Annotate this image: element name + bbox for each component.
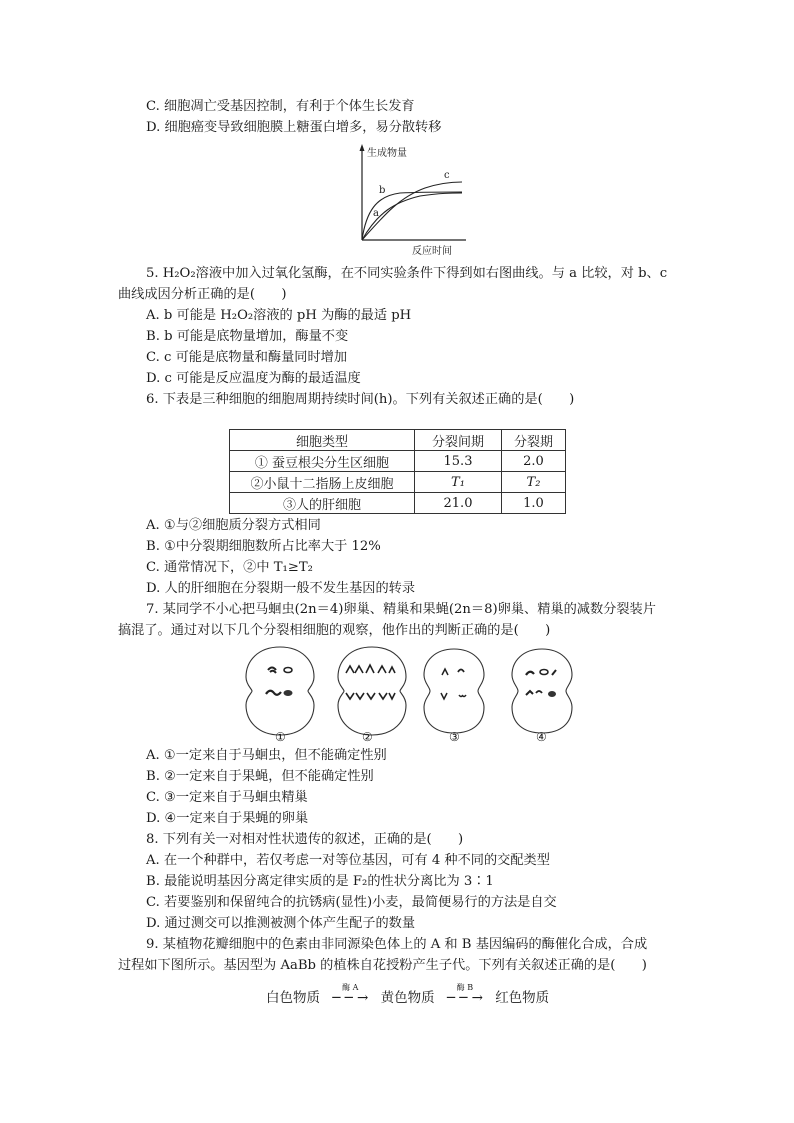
q5-option-c: C. c 可能是底物量和酶量同时增加 [146,350,348,365]
table-cell: ① 蚕豆根尖分生区细胞 [230,451,415,472]
cell-2-label: ② [362,730,373,744]
cell-4-label: ④ [536,730,547,744]
table-header-row [230,430,566,451]
q9-stem-line2: 过程如下图所示。基因型为 AaBb 的植株自花授粉产生子代。下列有关叙述正确的是( ) [118,958,647,973]
q9-stem-line1: 9. 某植物花瓣细胞中的色素由非同源染色体上的 A 和 B 基因编码的酶催化合成，合成 [146,937,648,952]
q7-option-a: A. ①一定来自于马蛔虫，但不能确定性别 [146,748,387,763]
q6-option-a: A. ①与②细胞质分裂方式相同 [146,518,321,533]
table-row [230,493,566,514]
table-cell: ②小鼠十二指肠上皮细胞 [230,472,415,493]
enzyme-a-label: 酶 A [342,983,359,992]
table-cell: 21.0 [415,493,502,514]
curve-b-label: b [379,185,386,196]
q7-option-d: D. ④一定来自于果蝇的卵巢 [146,811,309,826]
table-cell: T₂ [502,472,566,493]
cell-diagrams [240,641,580,741]
q6-option-b: B. ①中分裂期细胞数所占比率大于 12% [146,539,381,554]
q5-option-a: A. b 可能是 H₂O₂溶液的 pH 为酶的最适 pH [146,308,412,323]
table-cell: T₁ [415,472,502,493]
table-row [230,451,566,472]
curve-a-label: a [373,208,379,219]
q7-option-b: B. ②一定来自于果蝇，但不能确定性别 [146,769,374,784]
cell-cycle-table [229,429,566,514]
pathway-red-substance: 红色物质 [495,990,550,1006]
reaction-graph [340,142,470,258]
q4-option-d: D. 细胞癌变导致细胞膜上糖蛋白增多，易分散转移 [146,120,442,135]
graph-x-label: 反应时间 [412,246,452,257]
cell-4-drawing [512,649,572,733]
cell-3-label: ③ [449,730,460,744]
q8-option-c: C. 若要鉴别和保留纯合的抗锈病(显性)小麦，最简便易行的方法是自交 [146,895,557,910]
q8-option-b: B. 最能说明基因分离定律实质的是 F₂的性状分离比为 3∶1 [146,874,494,889]
q5-option-d: D. c 可能是反应温度为酶的最适温度 [146,371,361,386]
table-cell: 1.0 [502,493,566,514]
q7-stem-line1: 7. 某同学不小心把马蛔虫(2n＝4)卵巢、精巢和果蝇(2n＝8)卵巢、精巢的减数分裂装片 [146,602,656,617]
table-header: 细胞类型 [230,430,415,451]
curve-c-label: c [444,170,450,181]
cell-1-label: ① [275,730,286,744]
cell-3-drawing [424,649,484,733]
cell-2-drawing [338,647,406,735]
q5-stem-line1: 5. H₂O₂溶液中加入过氧化氢酶，在不同实验条件下得到如右图曲线。与 a 比较，对 b、c [146,266,668,281]
table-cell: 2.0 [502,451,566,472]
q6-option-c: C. 通常情况下，②中 T₁≥T₂ [146,560,313,575]
pathway-yellow-substance: 黄色物质 [380,990,435,1006]
pathway-white-substance: 白色物质 [266,990,320,1006]
q7-option-c: C. ③一定来自于马蛔虫精巢 [146,790,308,805]
table-header: 分裂期 [502,430,566,451]
q6-option-d: D. 人的肝细胞在分裂期一般不发生基因的转录 [146,581,416,596]
q5-stem-line2: 曲线成因分析正确的是( ) [118,287,287,302]
q7-stem-line2: 搞混了。通过对以下几个分裂相细胞的观察，他作出的判断正确的是( ) [118,623,551,638]
q8-option-a: A. 在一个种群中，若仅考虑一对等位基因，可有 4 种不同的交配类型 [146,853,550,868]
q4-option-c: C. 细胞凋亡受基因控制，有利于个体生长发育 [146,99,415,114]
pathway-arrow-b: 酶 B ─ ─ → [439,990,491,1006]
cell-1-drawing [246,647,314,735]
pathway-arrow-a: 酶 A ─ ─ → [324,990,376,1006]
table-cell: 15.3 [415,451,502,472]
q8-option-d: D. 通过测交可以推测被测个体产生配子的数量 [146,916,416,931]
q6-stem: 6. 下表是三种细胞的细胞周期持续时间(h)。下列有关叙述正确的是( ) [146,392,575,407]
table-cell: ③人的肝细胞 [230,493,415,514]
enzyme-b-label: 酶 B [456,983,474,992]
q5-option-b: B. b 可能是底物量增加，酶量不变 [146,329,349,344]
pigment-pathway [266,983,550,1006]
table-header: 分裂间期 [415,430,502,451]
graph-y-label: 生成物量 [367,148,407,159]
table-row [230,472,566,493]
q8-stem: 8. 下列有关一对相对性状遗传的叙述，正确的是( ) [146,832,464,847]
